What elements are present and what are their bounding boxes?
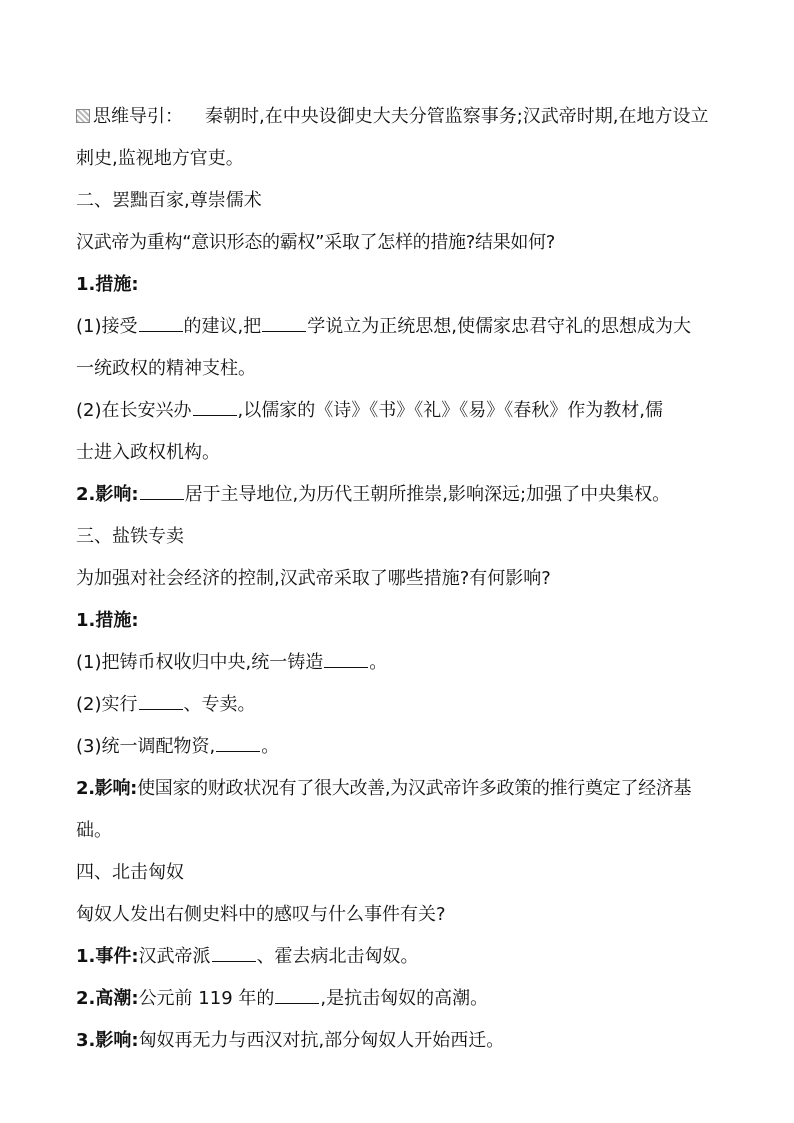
impact-label: 2.影响: [76, 778, 138, 799]
event-label: 1.事件: [76, 946, 139, 967]
text: 匈奴再无力与西汉对抗,部分匈奴人开始西迁。 [138, 1030, 505, 1051]
section-4-event [76, 936, 726, 978]
section-heading-3 [76, 516, 726, 558]
section-2-question [76, 222, 726, 264]
text: 使国家的财政状况有了很大改善,为汉武帝许多政策的推行奠定了经济基 [137, 778, 692, 799]
fill-blank[interactable] [216, 750, 260, 752]
section-3-impact-cont [76, 810, 726, 852]
fill-blank[interactable] [193, 414, 237, 416]
section-2-measures-label [76, 264, 726, 306]
text: 础。 [76, 820, 112, 841]
section-3-question [76, 558, 726, 600]
section-4-climax [76, 978, 726, 1020]
impact-label: 3.影响: [76, 1030, 139, 1051]
section-heading-2 [76, 180, 726, 222]
climax-label: 2.高潮: [76, 988, 139, 1009]
section-4-impact [76, 1020, 726, 1062]
section-heading-4-text: 四、北击匈奴 [76, 862, 184, 883]
guide-text: 秦朝时,在中央设御史大夫分管监察事务;汉武帝时期,在地方设立 [205, 106, 709, 127]
fill-blank[interactable] [275, 1002, 319, 1004]
text: (2)实行 [76, 694, 138, 715]
text: ,是抗击匈奴的高潮。 [320, 988, 489, 1009]
section-4-question [76, 894, 726, 936]
fill-blank[interactable] [139, 708, 183, 710]
section-heading-4 [76, 852, 726, 894]
text: ,以儒家的《诗》《书》《礼》《易》《春秋》作为教材,儒 [237, 400, 663, 421]
worksheet-page [76, 96, 726, 1062]
section-heading-3-text: 三、盐铁专卖 [76, 526, 184, 547]
guide-text-cont: 刺史,监视地方官吏。 [76, 148, 244, 169]
section-2-measure-1-cont [76, 348, 726, 390]
section-2-question-text: 汉武帝为重构“意识形态的霸权”采取了怎样的措施?结果如何? [76, 232, 556, 253]
guide-line [76, 96, 726, 138]
text: 、专卖。 [183, 694, 256, 715]
section-2-measure-1 [76, 306, 726, 348]
section-2-measure-2-cont [76, 432, 726, 474]
text: 士进入政权机构。 [76, 442, 220, 463]
text: 学说立为正统思想,使儒家忠君守礼的思想成为大 [307, 316, 691, 337]
fill-blank[interactable] [262, 330, 306, 332]
section-3-measures-label [76, 600, 726, 642]
text: (2)在长安兴办 [76, 400, 192, 421]
section-3-measure-1 [76, 642, 726, 684]
text: 的建议,把 [183, 316, 262, 337]
text: 公元前 119 年的 [138, 988, 275, 1009]
text: 、霍去病北击匈奴。 [256, 946, 419, 967]
section-3-measure-2 [76, 684, 726, 726]
guide-label: 思维导引： [93, 106, 183, 127]
measures-label-text: 1.措施: [76, 274, 139, 295]
text: (1)接受 [76, 316, 138, 337]
text: 汉武帝派 [138, 946, 211, 967]
impact-label: 2.影响: [76, 484, 139, 505]
fill-blank[interactable] [324, 666, 368, 668]
section-2-measure-2 [76, 390, 726, 432]
section-3-question-text: 为加强对社会经济的控制,汉武帝采取了哪些措施?有何影响? [76, 568, 551, 589]
section-4-question-text: 匈奴人发出右侧史料中的感叹与什么事件有关? [76, 904, 446, 925]
guide-icon [76, 109, 90, 123]
fill-blank[interactable] [140, 498, 184, 500]
fill-blank[interactable] [139, 330, 183, 332]
text: 。 [369, 652, 388, 673]
measures-label-text: 1.措施: [76, 610, 139, 631]
section-3-measure-3 [76, 726, 726, 768]
guide-line-cont [76, 138, 726, 180]
text: 。 [261, 736, 280, 757]
text: 一统政权的精神支柱。 [76, 358, 256, 379]
section-2-impact [76, 474, 726, 516]
text: 居于主导地位,为历代王朝所推崇,影响深远;加强了中央集权。 [184, 484, 671, 505]
fill-blank[interactable] [212, 960, 256, 962]
text: (3)统一调配物资, [76, 736, 216, 757]
text: (1)把铸币权收归中央,统一铸造 [76, 652, 324, 673]
section-3-impact [76, 768, 726, 810]
section-heading-2-text: 二、罢黜百家,尊崇儒术 [76, 190, 262, 211]
